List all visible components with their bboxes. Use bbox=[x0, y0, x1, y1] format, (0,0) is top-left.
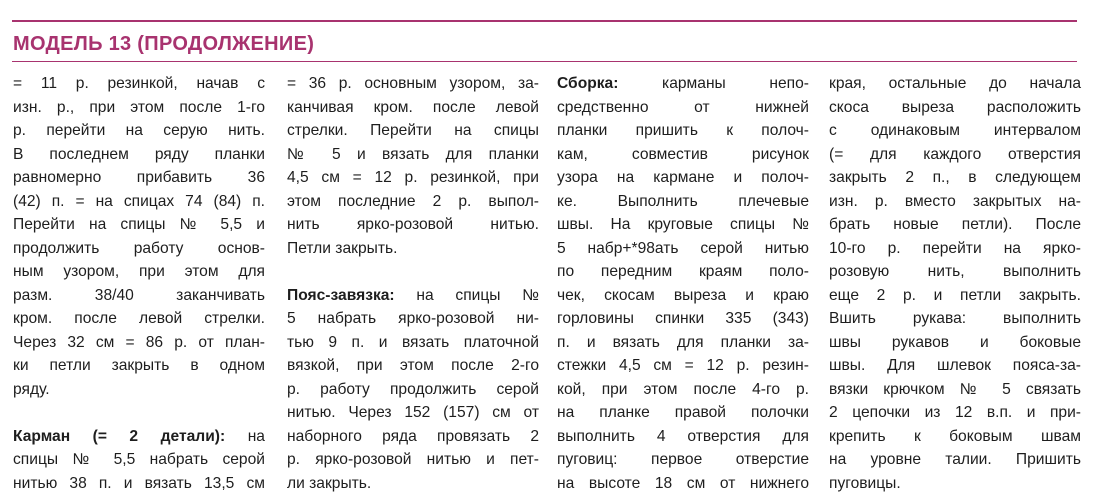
text-line: с одинаковым интервалом bbox=[829, 119, 1081, 143]
text-line: Вшить рукава: выполнить bbox=[829, 307, 1081, 331]
text-line: закрыть 2 п., в следующем bbox=[829, 166, 1081, 190]
text-line: швы. На круговые спицы № bbox=[557, 213, 809, 237]
text-line: швы рукавов и боковые bbox=[829, 331, 1081, 355]
top-rule bbox=[12, 20, 1077, 22]
text-line: еще 2 р. и петли закрыть. bbox=[829, 284, 1081, 308]
text-line: брать новые петли). После bbox=[829, 213, 1081, 237]
text-line: 4,5 см = 12 р. резинкой, при bbox=[287, 166, 539, 190]
text-line bbox=[13, 425, 265, 449]
text-line: вязки крючком № 5 связать bbox=[829, 378, 1081, 402]
text-line: средственно от нижней bbox=[557, 96, 809, 120]
text-line: пуговиц: первое отверстие bbox=[557, 448, 809, 472]
text-line: кром. после левой стрелки. bbox=[13, 307, 265, 331]
paragraph-belt bbox=[287, 284, 539, 495]
page-title: МОДЕЛЬ 13 (ПРОДОЛЖЕНИЕ) bbox=[13, 33, 314, 56]
text-line: нитью. Через 152 (157) см от bbox=[287, 401, 539, 425]
section-heading-assembly: Сборка: bbox=[557, 75, 618, 92]
text-line: на планке правой полочки bbox=[557, 401, 809, 425]
text-line: выполнить 4 отверстия для bbox=[557, 425, 809, 449]
text-line: № 5 и вязать для планки bbox=[287, 143, 539, 167]
text-line: чек, скосам выреза и краю bbox=[557, 284, 809, 308]
text-column-3 bbox=[557, 72, 809, 495]
text-line: Перейти на спицы № 5,5 и bbox=[13, 213, 265, 237]
section-heading-pocket: Карман (= 2 детали): bbox=[13, 428, 225, 445]
text-line: стрелки. Перейти на спицы bbox=[287, 119, 539, 143]
text-line: кам, совместив рисунок bbox=[557, 143, 809, 167]
paragraph-main-part bbox=[13, 72, 265, 401]
text-column-2 bbox=[287, 72, 539, 495]
paragraph-pocket bbox=[13, 425, 265, 495]
paragraph-gap bbox=[13, 401, 265, 425]
text-line: спицы № 5,5 набрать серой bbox=[13, 448, 265, 472]
text-line: (42) п. = на спицах 74 (84) п. bbox=[13, 190, 265, 214]
text-line: продолжить работу основ- bbox=[13, 237, 265, 261]
text-fragment: карманы непо- bbox=[662, 75, 809, 92]
text-line: 5 набр+*98ать серой нитью bbox=[557, 237, 809, 261]
paragraph-assembly-cont bbox=[829, 72, 1081, 495]
text-line: горловины спинки 335 (343) bbox=[557, 307, 809, 331]
text-line: наборного ряда провязать 2 bbox=[287, 425, 539, 449]
text-line: р. перейти на серую нить. bbox=[13, 119, 265, 143]
text-line: ли закрыть. bbox=[287, 472, 539, 495]
text-line: 2 цепочки из 12 в.п. и при- bbox=[829, 401, 1081, 425]
text-line: канчивая кром. после левой bbox=[287, 96, 539, 120]
text-line: разм. 38/40 заканчивать bbox=[13, 284, 265, 308]
text-line: швы. Для шлевок пояса-за- bbox=[829, 354, 1081, 378]
text-line: этом последние 2 р. выпол- bbox=[287, 190, 539, 214]
text-line: кой, при этом после 4-го р. bbox=[557, 378, 809, 402]
text-fragment: на bbox=[248, 428, 265, 445]
paragraph-pocket-cont bbox=[287, 72, 539, 260]
text-line: ки петли закрыть в одном bbox=[13, 354, 265, 378]
text-line: ряду. bbox=[13, 378, 265, 402]
title-rule bbox=[12, 61, 1077, 62]
text-line: изн. р., при этом после 1-го bbox=[13, 96, 265, 120]
section-heading-belt: Пояс-завязка: bbox=[287, 287, 395, 304]
text-column-4 bbox=[829, 72, 1081, 495]
text-line: нитью 38 п. и вязать 13,5 см bbox=[13, 472, 265, 495]
text-line: ным узором, при этом для bbox=[13, 260, 265, 284]
paragraph-gap bbox=[287, 260, 539, 284]
text-line: = 11 р. резинкой, начав с bbox=[13, 72, 265, 96]
text-fragment: на спицы № bbox=[416, 287, 539, 304]
text-line: п. и вязать для планки за- bbox=[557, 331, 809, 355]
text-line: 10-го р. перейти на ярко- bbox=[829, 237, 1081, 261]
text-line: по передним краям поло- bbox=[557, 260, 809, 284]
text-line: вязкой, при этом после 2-го bbox=[287, 354, 539, 378]
text-line: р. ярко-розовой нитью и пет- bbox=[287, 448, 539, 472]
text-line: розовую нить, выполнить bbox=[829, 260, 1081, 284]
text-line: (= для каждого отверстия bbox=[829, 143, 1081, 167]
text-line bbox=[287, 284, 539, 308]
text-line: узора на кармане и полоч- bbox=[557, 166, 809, 190]
text-line: Через 32 см = 86 р. от план- bbox=[13, 331, 265, 355]
paragraph-assembly bbox=[557, 72, 809, 495]
text-line: Петли закрыть. bbox=[287, 237, 539, 261]
text-line: В последнем ряду планки bbox=[13, 143, 265, 167]
text-line: р. работу продолжить серой bbox=[287, 378, 539, 402]
text-line: равномерно прибавить 36 bbox=[13, 166, 265, 190]
text-line: планки пришить к полоч- bbox=[557, 119, 809, 143]
text-line: тью 9 п. и вязать платочной bbox=[287, 331, 539, 355]
text-line: стежки 4,5 см = 12 р. резин- bbox=[557, 354, 809, 378]
text-column-1 bbox=[13, 72, 265, 495]
text-line bbox=[557, 72, 809, 96]
text-line: пуговицы. bbox=[829, 472, 1081, 495]
text-line: нить ярко-розовой нитью. bbox=[287, 213, 539, 237]
text-line: = 36 р. основным узором, за- bbox=[287, 72, 539, 96]
text-line: скоса выреза расположить bbox=[829, 96, 1081, 120]
text-line: на высоте 18 см от нижнего bbox=[557, 472, 809, 495]
text-line: 5 набрать ярко-розовой ни- bbox=[287, 307, 539, 331]
text-line: изн. р. вместо закрытых на- bbox=[829, 190, 1081, 214]
text-line: на уровне талии. Пришить bbox=[829, 448, 1081, 472]
text-line: края, остальные до начала bbox=[829, 72, 1081, 96]
text-line: крепить к боковым швам bbox=[829, 425, 1081, 449]
text-line: ке. Выполнить плечевые bbox=[557, 190, 809, 214]
